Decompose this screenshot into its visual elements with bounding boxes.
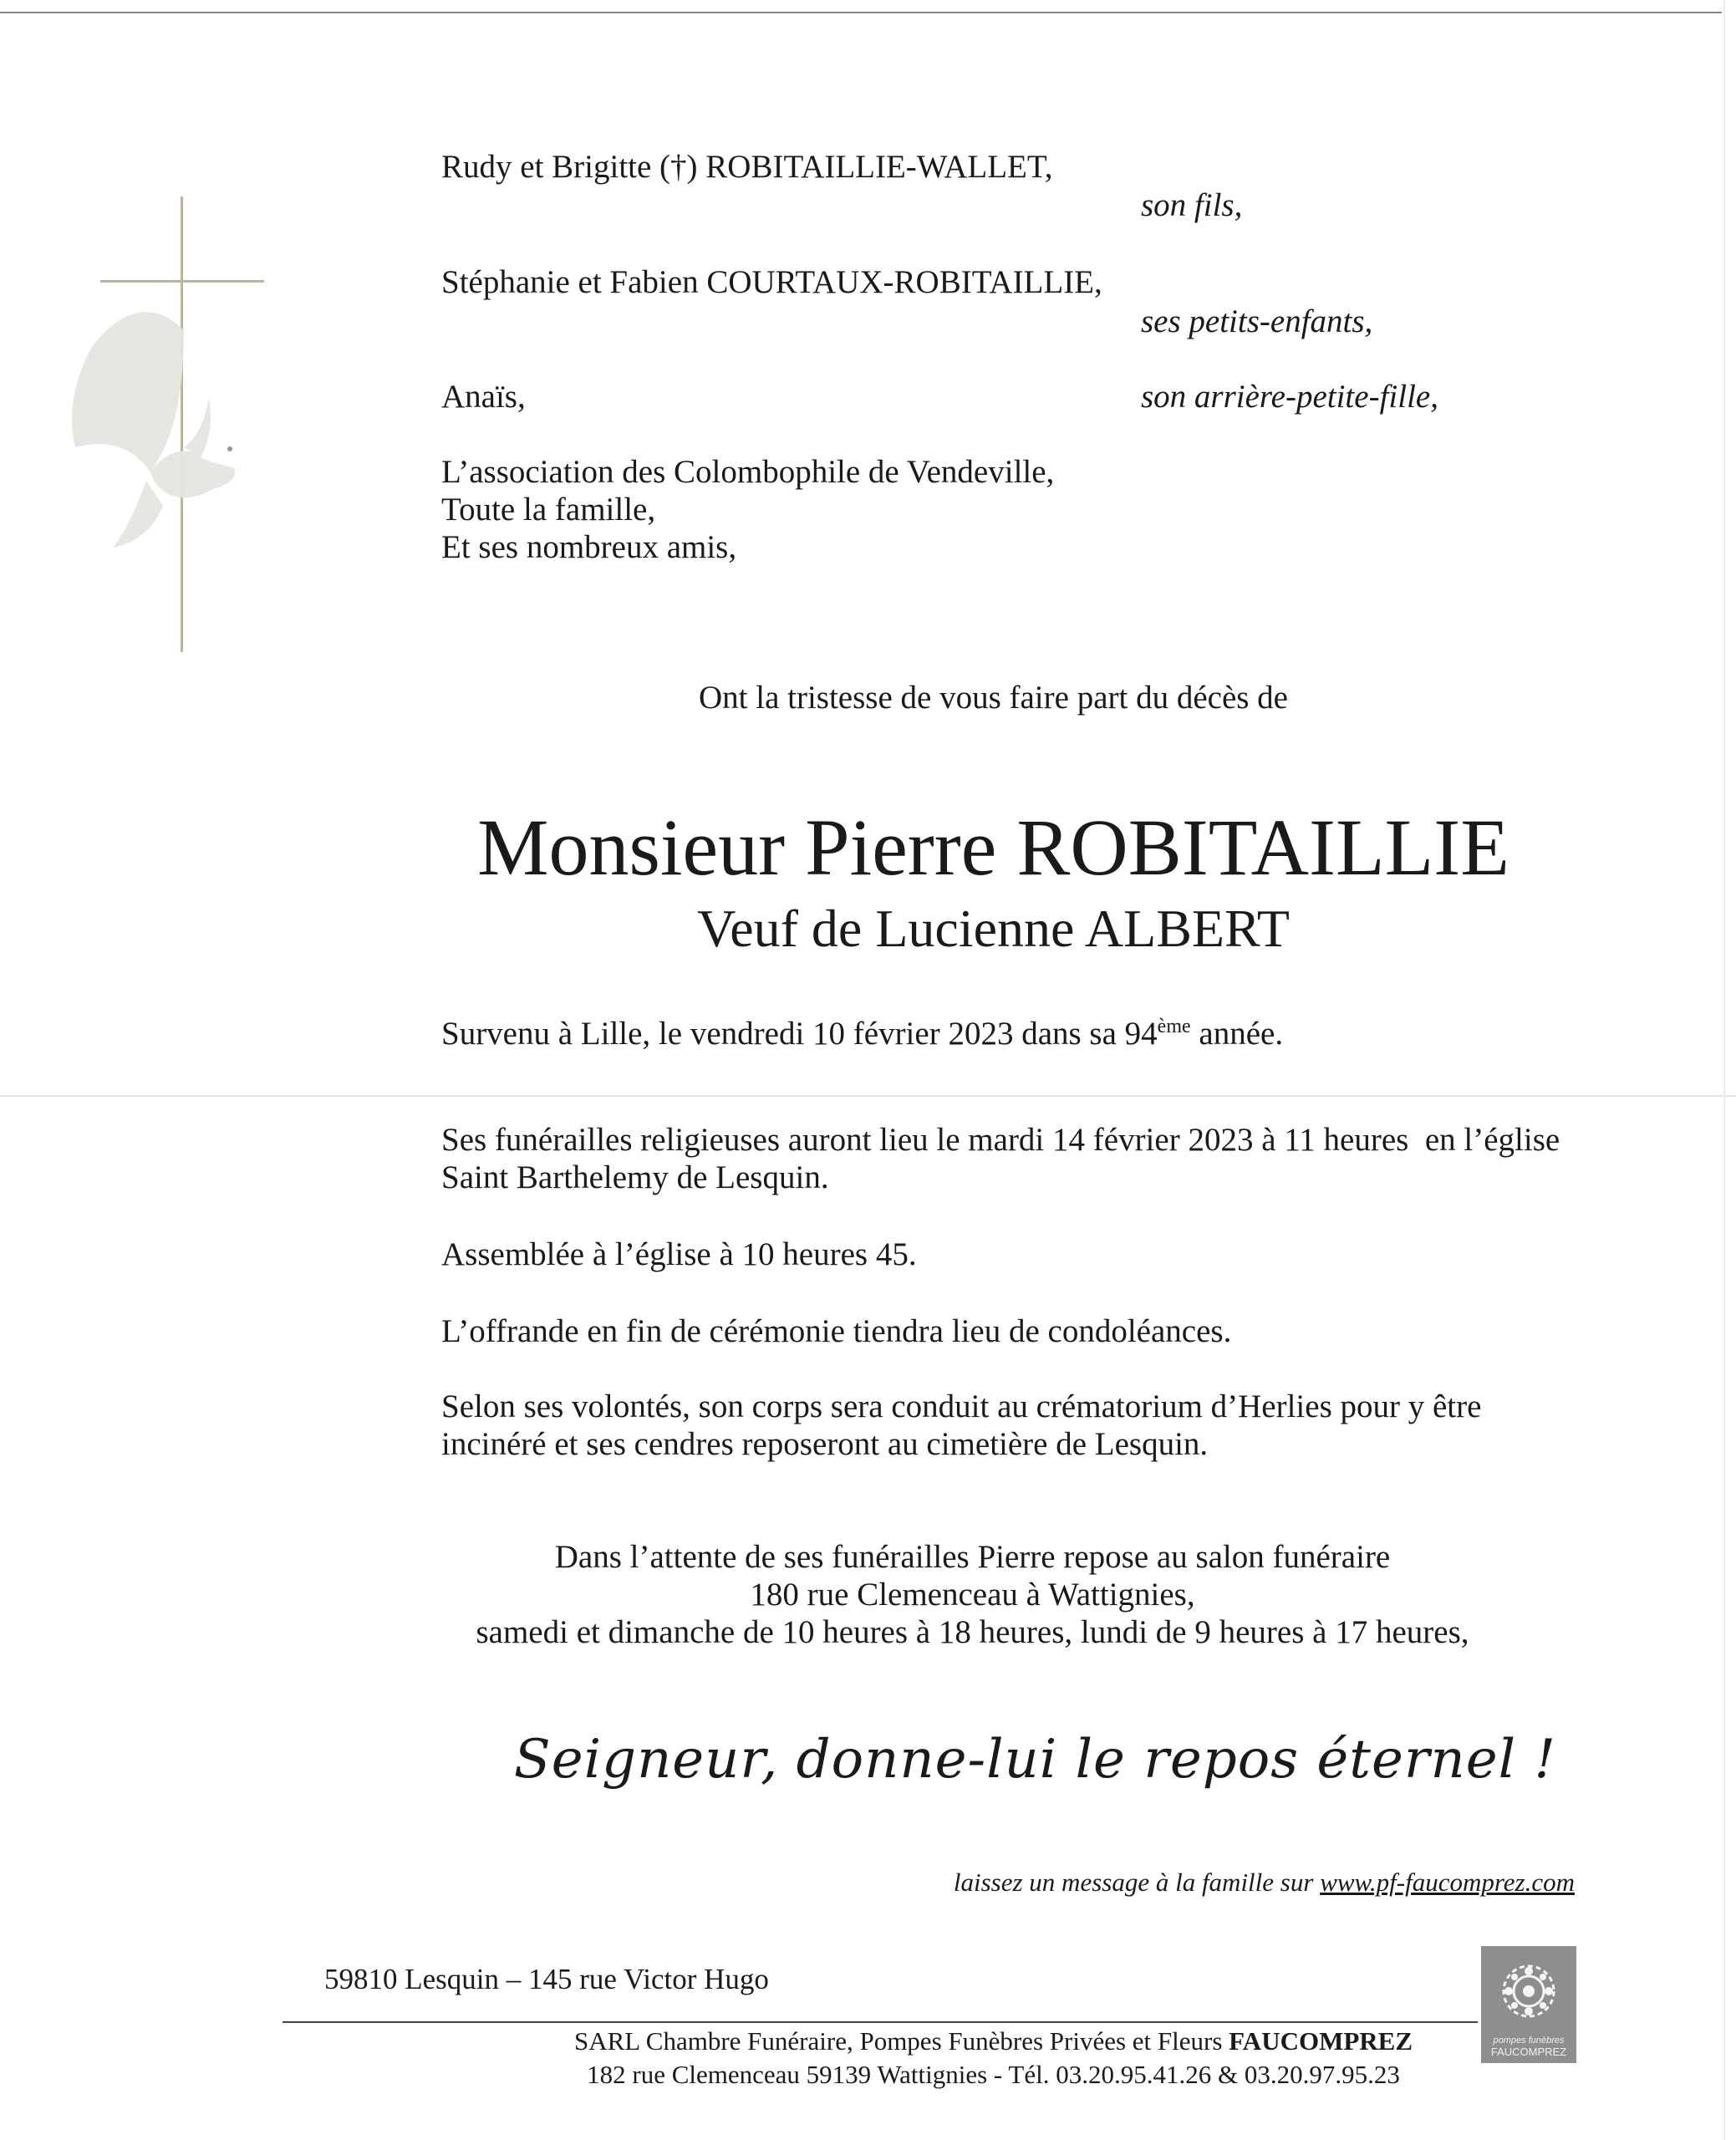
death-notice (441, 1015, 1283, 1052)
death-sup: ème (1157, 1016, 1191, 1037)
family-line-grandchildren: Stéphanie et Fabien COURTAUX-ROBITAILLIE, (441, 264, 1102, 300)
deceased-name: Monsieur Pierre ROBITAILLIE (477, 802, 1509, 892)
cross-dove-icon (59, 196, 284, 656)
message-line (954, 1867, 1575, 1898)
footer-divider (283, 2021, 1478, 2023)
salon-line-2: 180 rue Clemenceau à Wattignies, (750, 1577, 1195, 1613)
association-line: L’association des Colombophile de Vendeville, (441, 454, 1055, 490)
death-after: année. (1190, 1016, 1284, 1052)
prayer-text: Seigneur, donne-lui le repos éternel ! (513, 1729, 1557, 1791)
agency-address: 59810 Lesquin – 145 rue Victor Hugo (324, 1963, 769, 1995)
announcement-intro: Ont la tristesse de vous faire part du décès de (698, 680, 1288, 716)
logo-line-2: FAUCOMPREZ (1490, 2046, 1567, 2058)
flower-mandala-icon (1481, 1953, 1576, 2036)
relation-great-grandchild: son arrière-petite-fille, (1141, 379, 1438, 415)
wishes-line-1: Selon ses volontés, son corps sera conduit au crématorium d’Herlies pour y être (441, 1388, 1482, 1424)
family-line-son: Rudy et Brigitte (†) ROBITAILLIE-WALLET, (441, 149, 1053, 185)
message-text: laissez un message à la famille sur (953, 1867, 1321, 1897)
company-bold: FAUCOMPREZ (1229, 2026, 1413, 2056)
company-contact: 182 rue Clemenceau 59139 Wattignies - Tél. 03.20.95.41.26 & 03.20.97.95.23 (587, 2060, 1400, 2089)
wishes-line-2: incinéré et ses cendres reposeront au cimetière de Lesquin. (441, 1426, 1209, 1462)
website-link[interactable]: www.pf-faucomprez.com (1320, 1867, 1575, 1897)
faucomprez-logo (1481, 1946, 1576, 2063)
funeral-line-1: Ses funérailles religieuses auront lieu le mardi 14 février 2023 à 11 heures en l’église (441, 1122, 1560, 1158)
relation-grandchildren: ses petits-enfants, (1141, 303, 1373, 339)
salon-line-3: samedi et dimanche de 10 heures à 18 heures, lundi de 9 heures à 17 heures, (476, 1614, 1469, 1650)
assembly-line: Assemblée à l’église à 10 heures 45. (441, 1236, 917, 1272)
family-line-great-grandchild: Anaïs, (441, 379, 526, 415)
family-line: Toute la famille, (441, 492, 656, 527)
company-prefix: SARL Chambre Funéraire, Pompes Funèbres Privées et Fleurs (573, 2026, 1229, 2056)
widow-of: Veuf de Lucienne ALBERT (697, 899, 1290, 958)
right-edge-line (1723, 0, 1725, 2140)
offering-line: L’offrande en fin de cérémonie tiendra lieu de condoléances. (441, 1313, 1232, 1349)
friends-line: Et ses nombreux amis, (441, 529, 737, 565)
logo-caption (1481, 2035, 1576, 2058)
relation-son: son fils, (1141, 187, 1243, 223)
top-edge-line (0, 12, 1722, 13)
company-name (0, 2026, 1736, 2056)
death-text: Survenu à Lille, le vendredi 10 février 2023 dans sa 94 (441, 1016, 1158, 1052)
logo-line-1: pompes funèbres (1493, 2036, 1565, 2046)
salon-line-1: Dans l’attente de ses funérailles Pierre repose au salon funéraire (554, 1539, 1391, 1575)
funeral-line-2: Saint Barthelemy de Lesquin. (441, 1159, 829, 1195)
fold-line (0, 1095, 1736, 1097)
